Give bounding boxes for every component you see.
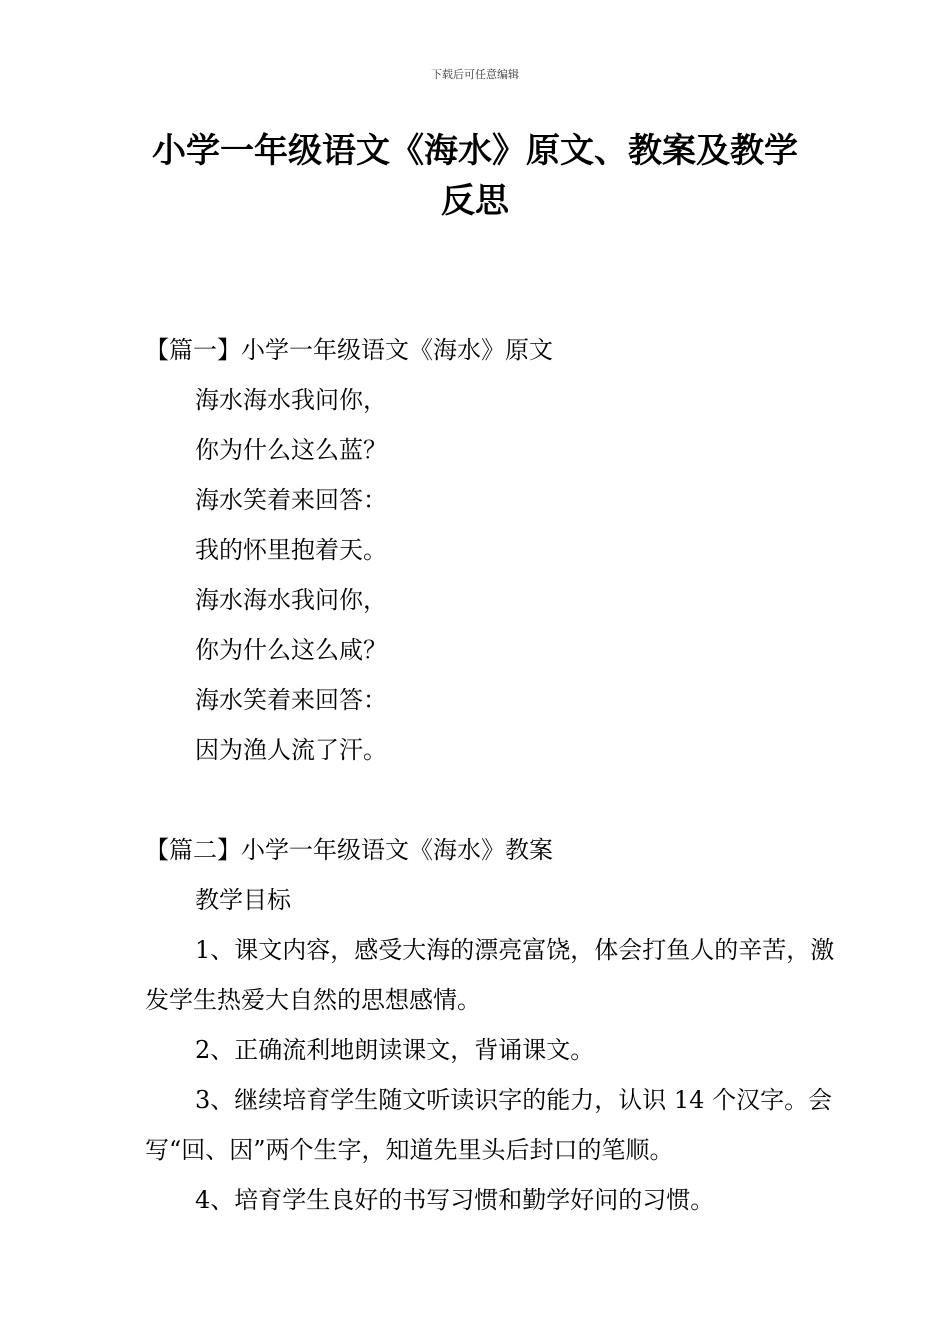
header-note: 下载后可任意编辑 bbox=[431, 68, 519, 81]
document-body bbox=[145, 325, 835, 1225]
section-spacer bbox=[145, 775, 835, 825]
poem-line: 你为什么这么咸？ bbox=[195, 636, 387, 664]
poem-line: 海水笑着来回答： bbox=[195, 686, 387, 714]
goal-item-3: 3、继续培育学生随文听读识字的能力，认识 14 个汉字。会写“回、因”两个生字，知道先里头后封口的笔顺。 bbox=[145, 1086, 833, 1164]
poem-line: 因为渔人流了汗。 bbox=[195, 736, 387, 764]
poem-line: 你为什么这么蓝？ bbox=[195, 436, 387, 464]
poem-line: 我的怀里抱着天。 bbox=[195, 536, 387, 564]
subheading-teaching-goals: 教学目标 bbox=[195, 886, 291, 914]
goal-item-2: 2、正确流利地朗读课文，背诵课文。 bbox=[195, 1036, 595, 1064]
goal-item-4: 4、培育学生良好的书写习惯和勤学好问的习惯。 bbox=[195, 1186, 715, 1214]
section-heading-2: 【篇二】小学一年级语文《海水》教案 bbox=[145, 836, 553, 864]
goal-item-1: 1、课文内容，感受大海的漂亮富饶，体会打鱼人的辛苦，激发学生热爱大自然的思想感情。 bbox=[145, 936, 835, 1014]
poem-line: 海水笑着来回答： bbox=[195, 486, 387, 514]
document-title: 小学一年级语文《海水》原文、教案及教学反思 bbox=[152, 131, 798, 221]
poem-line: 海水海水我问你， bbox=[195, 586, 387, 614]
poem-line: 海水海水我问你， bbox=[195, 386, 387, 414]
section-heading-1: 【篇一】小学一年级语文《海水》原文 bbox=[145, 336, 553, 364]
